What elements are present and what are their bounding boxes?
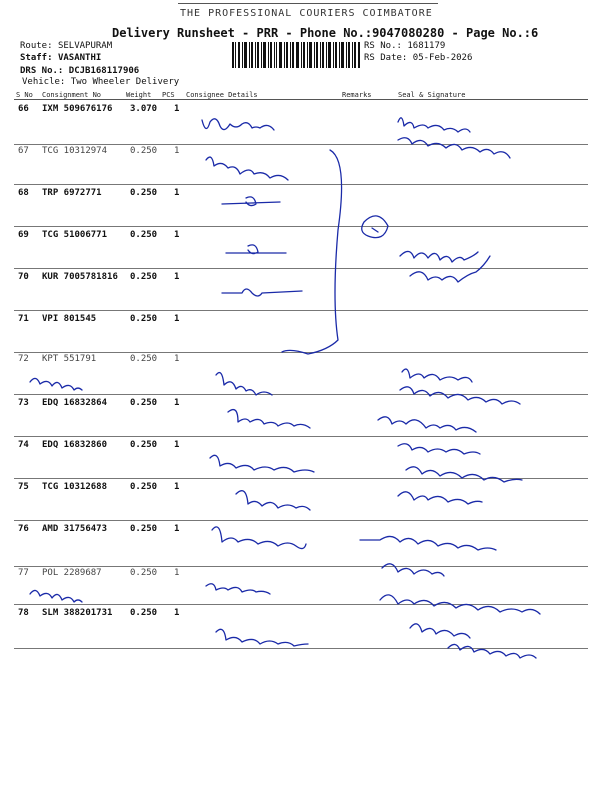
row-pcs: 1 (174, 146, 180, 156)
row-pcs: 1 (174, 230, 180, 240)
row-consignment: KUR 7005781816 (42, 272, 118, 282)
row-sno: 72 (18, 354, 29, 364)
row-sno: 68 (18, 188, 29, 198)
row-consignment: TCG 10312688 (42, 482, 108, 492)
col-head-consignment: Consignment No (42, 91, 102, 99)
row-pcs: 1 (174, 272, 180, 282)
row-weight: 0.250 (130, 272, 158, 282)
vehicle-label: Vehicle: (22, 77, 66, 87)
rs-no-value: 1681179 (407, 41, 446, 51)
row-weight: 0.250 (130, 482, 158, 492)
row-weight: 0.250 (130, 568, 158, 578)
table-row (14, 100, 588, 145)
row-pcs: 1 (174, 608, 180, 618)
row-pcs: 1 (174, 524, 180, 534)
table-row (14, 520, 588, 567)
row-weight: 0.250 (130, 608, 158, 618)
table-row (14, 566, 588, 605)
row-consignment: TCG 10312974 (42, 146, 108, 156)
row-consignment: VPI 801545 (42, 314, 97, 324)
row-weight: 0.250 (130, 440, 158, 450)
rs-date-line (364, 53, 472, 63)
route-label: Route: (20, 41, 53, 51)
table-row (14, 144, 588, 185)
col-head-consignee: Consignee Details (186, 91, 258, 99)
row-sno: 78 (18, 608, 29, 618)
row-weight: 0.250 (130, 524, 158, 534)
row-pcs: 1 (174, 354, 180, 364)
row-sno: 67 (18, 146, 29, 156)
table-row (14, 604, 588, 649)
row-sno: 73 (18, 398, 29, 408)
row-pcs: 1 (174, 188, 180, 198)
drs-line (20, 66, 139, 76)
table-row (14, 226, 588, 269)
row-weight: 0.250 (130, 354, 158, 364)
company-title: THE PROFESSIONAL COURIERS COIMBATORE (180, 8, 433, 19)
row-consignment: IXM 509676176 (42, 104, 113, 114)
row-weight: 0.250 (130, 230, 158, 240)
row-sno: 66 (18, 104, 29, 114)
row-sno: 74 (18, 440, 29, 450)
header-strike-line (178, 3, 438, 4)
staff-value: VASANTHI (57, 53, 102, 63)
row-pcs: 1 (174, 482, 180, 492)
table-row (14, 184, 588, 227)
row-pcs: 1 (174, 440, 180, 450)
row-consignment: EDQ 16832860 (42, 440, 108, 450)
col-head-sno: S No (16, 91, 33, 99)
row-consignment: EDQ 16832864 (42, 398, 108, 408)
staff-label: Staff: (20, 53, 53, 63)
barcode-image (232, 42, 360, 68)
row-weight: 0.250 (130, 146, 158, 156)
row-consignment: POL 2289687 (42, 568, 102, 578)
rs-no-label: RS No.: (364, 41, 402, 51)
row-consignment: TCG 51006771 (42, 230, 108, 240)
row-consignment: AMD 31756473 (42, 524, 108, 534)
table-row (14, 478, 588, 521)
rs-date-value: 05-Feb-2026 (412, 53, 473, 63)
runsheet-title: Delivery Runsheet - PRR - Phone No.:9047080280 - Page No.:6 (112, 26, 539, 40)
staff-line (20, 53, 101, 63)
row-sno: 75 (18, 482, 29, 492)
row-consignment: KPT 551791 (42, 354, 97, 364)
row-sno: 76 (18, 524, 29, 534)
route-value: SELVAPURAM (57, 41, 113, 51)
row-weight: 0.250 (130, 314, 158, 324)
row-pcs: 1 (174, 104, 180, 114)
drs-value: DCJB168117906 (68, 66, 140, 76)
table-row (14, 394, 588, 437)
row-sno: 69 (18, 230, 29, 240)
rs-date-label: RS Date: (364, 53, 408, 63)
vehicle-line (22, 77, 179, 87)
table-row (14, 310, 588, 353)
row-consignment: SLM 388201731 (42, 608, 113, 618)
rs-no-line (364, 41, 445, 51)
row-consignment: TRP 6972771 (42, 188, 102, 198)
row-pcs: 1 (174, 398, 180, 408)
col-head-seal-signature: Seal & Signature (398, 91, 466, 99)
table-row (14, 352, 588, 395)
drs-label: DRS No.: (20, 66, 64, 76)
route-line (20, 41, 112, 51)
col-head-weight: Weight (126, 91, 152, 99)
row-sno: 71 (18, 314, 29, 324)
col-head-remarks: Remarks (342, 91, 372, 99)
row-sno: 70 (18, 272, 29, 282)
row-weight: 0.250 (130, 398, 158, 408)
row-weight: 0.250 (130, 188, 158, 198)
table-row (14, 268, 588, 311)
vehicle-value: Two Wheeler Delivery (70, 77, 180, 87)
row-weight: 3.070 (130, 104, 158, 114)
row-pcs: 1 (174, 314, 180, 324)
col-head-pcs: PCS (162, 91, 175, 99)
table-row (14, 436, 588, 479)
row-sno: 77 (18, 568, 29, 578)
row-pcs: 1 (174, 568, 180, 578)
